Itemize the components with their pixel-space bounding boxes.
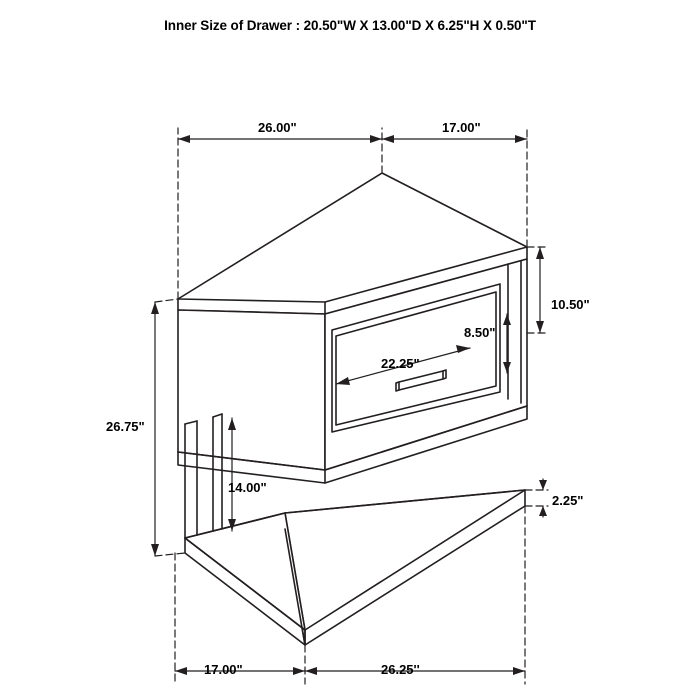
dim-drawer-front-width: 22.25" (381, 356, 420, 371)
dim-top-right-depth: 17.00" (442, 120, 481, 135)
page-title: Inner Size of Drawer : 20.50"W X 13.00"D X 6.25"H X 0.50"T (164, 18, 536, 33)
dim-bottom-left-width: 17.00" (204, 662, 243, 677)
dim-overall-height: 26.75" (106, 419, 145, 434)
dim-bottom-right-width: 26.25'' (381, 662, 420, 677)
dim-shelf-clearance: 14.00" (228, 480, 267, 495)
dim-base-thickness: 2.25" (552, 493, 584, 508)
dim-case-height: 10.50" (551, 297, 590, 312)
base-platform (185, 490, 525, 645)
dim-top-left-width: 26.00" (258, 120, 297, 135)
dim-drawer-front-height: 8.50" (464, 325, 496, 340)
